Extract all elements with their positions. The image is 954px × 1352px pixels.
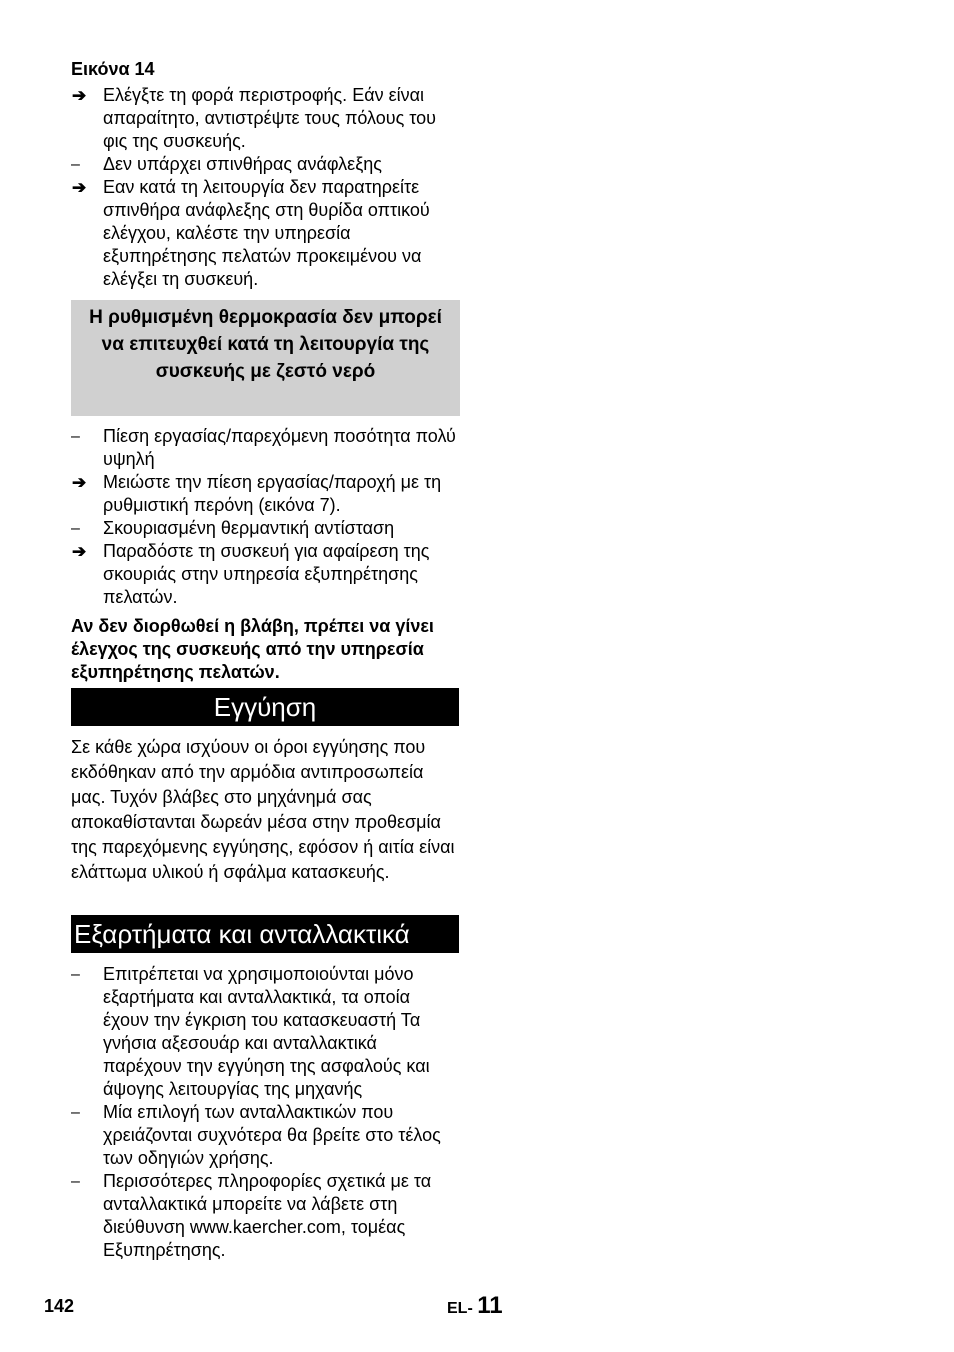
arrow-right-icon: ➔ [72, 178, 87, 197]
list-item: ➔ Ελέγξτε τη φορά περιστροφής. Εάν είναι απαραίτητο, αντιστρέψτε τους πόλους του φις της συσκευής. [72, 85, 437, 151]
page-number: 142 [44, 1296, 75, 1316]
service-note: Αν δεν διορθωθεί η βλάβη, πρέπει να γίνει έλεγχος της συσκευής από την υπηρεσία εξυπηρέτησης πελατών. [71, 616, 434, 682]
dash-bullet-icon: – [71, 1104, 80, 1121]
parts-list [71, 963, 460, 1262]
section2-list [71, 425, 460, 609]
list-item: – Πίεση εργασίας/παρεχόμενη ποσότητα πολύ υψηλή [71, 426, 456, 469]
list-item: – Επιτρέπεται να χρησιμοποιούνται μόνο εξαρτήματα και ανταλλακτικά, τα οποία έχουν την έγκριση του κατασκευαστή Τα γνήσια αξεσουάρ και ανταλλακτικά παρέχουν την εγγύηση της ασφαλούς και άψογης λειτουργίας της μηχανής [71, 964, 430, 1099]
figure-label: Εικόνα 14 [71, 59, 155, 79]
list-item: – Σκουριασμένη θερμαντική αντίσταση [71, 518, 395, 538]
dash-bullet-icon: – [71, 156, 80, 173]
dash-bullet-icon: – [71, 1173, 80, 1190]
dash-bullet-icon: – [71, 966, 80, 983]
warranty-heading: Εγγύηση [71, 688, 459, 726]
list-item: – Δεν υπάρχει σπινθήρας ανάφλεξης [71, 154, 382, 174]
dash-bullet-icon: – [71, 520, 80, 537]
list-item: ➔ Εαν κατά τη λειτουργία δεν παρατηρείτε σπινθήρα ανάφλεξης στη θυρίδα οπτικού ελέγχου, καλέστε την υπηρεσία εξυπηρέτησης πελατών προκειμένου να ελέγξει τη συσκευή. [72, 177, 430, 289]
parts-heading: Εξαρτήματα και ανταλλακτικά [71, 915, 459, 953]
section1-list [71, 84, 460, 291]
fault-heading: Η ρυθμισμένη θερμοκρασία δεν μπορεί να επιτευχθεί κατά τη λειτουργία της συσκευής με ζεστό νερό [89, 307, 442, 382]
dash-bullet-icon: – [71, 428, 80, 445]
section-page-number: 11 [477, 1292, 503, 1319]
arrow-right-icon: ➔ [72, 473, 87, 492]
warranty-text: Σε κάθε χώρα ισχύουν οι όροι εγγύησης που εκδόθηκαν από την αρμόδια αντιπροσωπεία μας. Τυχόν βλάβες στο μηχάνημά σας αποκαθίστανται δωρεάν μέσα στην προθεσμία της παρεχόμενης εγγύησης, εφόσον ή αιτία είναι ελάττωμα υλικού ή σφάλμα κατασκευής. [71, 737, 455, 882]
section-page-code: EL- 11 [447, 1292, 503, 1319]
list-item: ➔ Μειώστε την πίεση εργασίας/παροχή με τη ρυθμιστική περόνη (εικόνα 7). [72, 472, 442, 515]
list-item: – Μία επιλογή των ανταλλακτικών που χρειάζονται συχνότερα θα βρείτε στο τέλος των οδηγιών χρήσης. [71, 1102, 441, 1168]
language-code: EL [447, 1300, 468, 1317]
arrow-right-icon: ➔ [72, 542, 87, 561]
list-item: ➔ Παραδόστε τη συσκευή για αφαίρεση της σκουριάς στην υπηρεσία εξυπηρέτησης πελατών. [72, 541, 430, 607]
fault-heading-box [71, 300, 460, 416]
list-item: – Περισσότερες πληροφορίες σχετικά με τα ανταλλακτικά μπορείτε να λάβετε στη διεύθυνση www.kaercher.com, τομέας Εξυπηρέτησης. [71, 1171, 432, 1260]
arrow-right-icon: ➔ [72, 86, 87, 105]
